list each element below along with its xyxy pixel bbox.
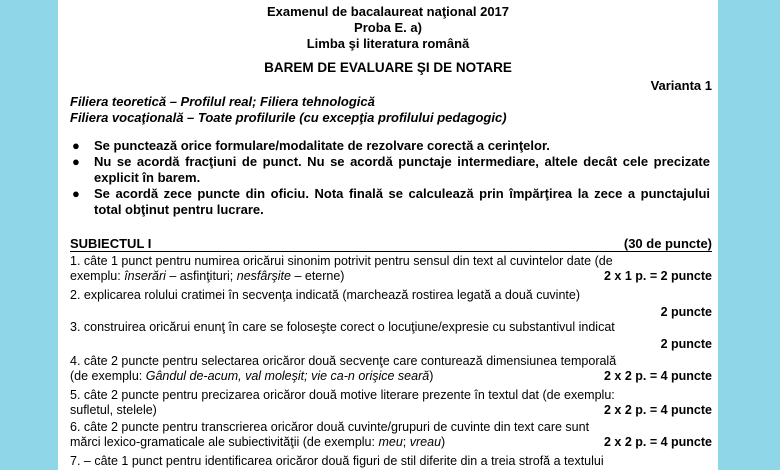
rule-item: ● Se acordă zece puncte din oficiu. Nota finală se calculează prin împărţirea la zece a punctajului total obţinut pentru lucrare. <box>72 186 710 217</box>
subject-title: SUBIECTUL I <box>70 236 152 251</box>
varianta-label: Varianta 1 <box>650 78 712 93</box>
item-5: 5. câte 2 puncte pentru precizarea oricăror două motive literare prezente în textul dat (de exemplu: sufletul, stelele) 2 x 2 p. = 4 puncte <box>70 388 712 417</box>
item-6: 6. câte 2 puncte pentru transcrierea oricăror două cuvinte/grupuri de cuvinte din text care sunt mărci lexico-gramaticale ale subiectivităţii (de exemplu: meu; vreau) 2 x 2 p. = 4 puncte <box>70 420 712 449</box>
item-3: 3. construirea oricărui enunţ în care se foloseşte corect o locuţiune/expresie cu substantivul indicat 2 puncte <box>70 320 712 351</box>
filiera-line-1: Filiera teoretică – Profilul real; Filiera tehnologică <box>70 94 375 109</box>
bullet-icon: ● <box>72 138 80 153</box>
exam-title: Examenul de bacalaureat naţional 2017 <box>266 4 510 19</box>
barem-title: BAREM DE EVALUARE ŞI DE NOTARE <box>264 60 512 75</box>
exam-subject: Limba şi literatura română <box>306 36 470 51</box>
document-page <box>58 0 718 470</box>
subject-heading <box>70 236 712 252</box>
item-4: 4. câte 2 puncte pentru selectarea oricăror două secvenţe care conturează dimensiunea temporală (de exemplu: Gândul de-acum, val moleşit; vie ca-n orişice seară) 2 x 2 p. = 4 puncte <box>70 354 712 383</box>
item-4-points: 2 x 2 p. = 4 puncte <box>603 369 712 383</box>
rule-item: ● Nu se acordă fracţiuni de punct. Nu se acordă punctaje intermediare, altele decât cele precizate explicit în barem. <box>72 154 710 185</box>
bullet-icon: ● <box>72 186 80 201</box>
rule-item: ● Se punctează orice formulare/modalitate de rezolvare corectă a cerinţelor. <box>72 138 550 153</box>
item-5-points: 2 x 2 p. = 4 puncte <box>603 403 712 417</box>
subject-points: (30 de puncte) <box>623 236 712 251</box>
item-1-points: 2 x 1 p. = 2 puncte <box>603 269 712 283</box>
item-3-points: 2 puncte <box>660 337 712 351</box>
item-6-points: 2 x 2 p. = 4 puncte <box>603 435 712 449</box>
exam-test: Proba E. a) <box>354 20 422 35</box>
item-1: 1. câte 1 punct pentru numirea oricărui sinonim potrivit pentru sensul din text al cuvintelor date (de exemplu: înserări – asfinţituri; nesfârşite – eterne) 2 x 1 p. = 2 puncte <box>70 254 712 283</box>
rules-list <box>70 138 710 218</box>
item-2: 2. explicarea rolului cratimei în secvenţa indicată (marchează rostirea legată a două cuvinte) 2 puncte <box>70 288 712 319</box>
bullet-icon: ● <box>72 154 80 169</box>
item-7: 7. – câte 1 punct pentru identificarea oricăror două figuri de stil diferite din a treia strofă a textului <box>70 454 604 468</box>
item-2-points: 2 puncte <box>660 305 712 319</box>
filiera-line-2: Filiera vocaţională – Toate profilurile (cu excepţia profilului pedagogic) <box>70 110 507 125</box>
